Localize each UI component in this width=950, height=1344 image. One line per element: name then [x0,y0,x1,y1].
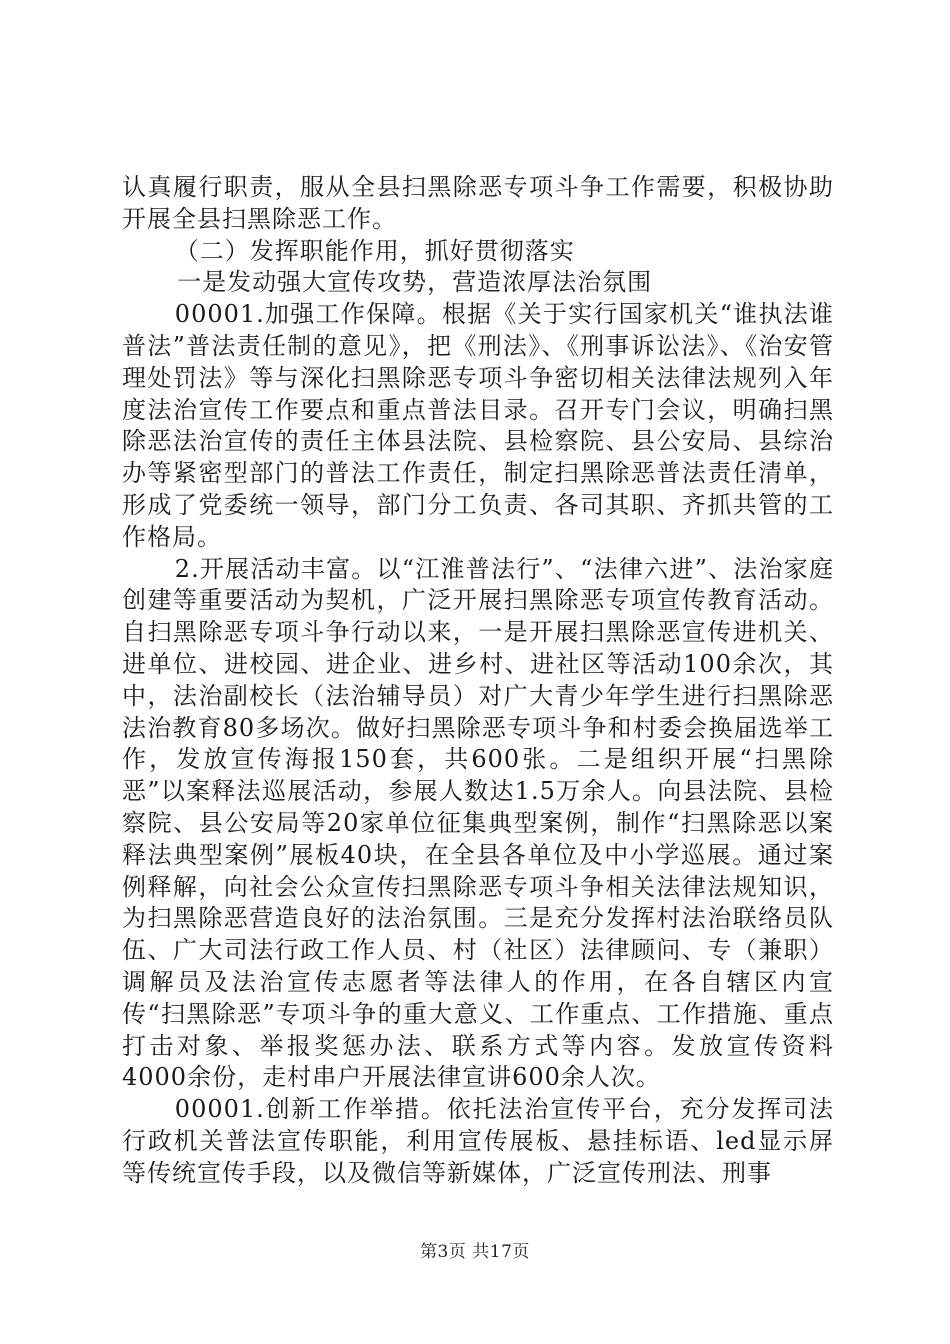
document-body [122,172,834,1190]
paragraph-continuation: 认真履行职责，服从全县扫黑除恶专项斗争工作需要，积极协助开展全县扫黑除恶工作。 [122,173,834,233]
paragraph-work-guarantee: 00001.加强工作保障。根据《关于实行国家机关“谁执法谁普法”普法责任制的意见》，把《刑法》、《刑事诉讼法》、《治安管理处罚法》等与深化扫黑除恶专项斗争密切相关法律法规列入年度法治宣传工作要点和重点普法目录。召开专门会议，明确扫黑除恶法治宣传的责任主体县法院、县检察院、县公安局、县综治办等紧密型部门的普法工作责任，制定扫黑除恶普法责任清单，形成了党委统一领导，部门分工负责、各司其职、齐抓共管的工作格局。 [122,300,834,551]
page-number-footer: 第3页 共17页 [420,1242,530,1262]
subsection-heading: 一是发动强大宣传攻势，营造浓厚法治氛围 [177,268,653,297]
section-heading: （二）发挥职能作用，抓好贯彻落实 [174,236,575,265]
paragraph-activities: 2.开展活动丰富。以“江淮普法行”、“法律六进”、法治家庭创建等重要活动为契机，广泛开展扫黑除恶专项宣传教育活动。自扫黑除恶专项斗争行动以来，一是开展扫黑除恶宣传进机关、进单位、进校园、进企业、进乡村、进社区等活动100余次，其中，法治副校长（法治辅导员）对广大青少年学生进行扫黑除恶法治教育80多场次。做好扫黑除恶专项斗争和村委会换届选举工作，发放宣传海报150套，共600张。二是组织开展“扫黑除恶”以案释法巡展活动，参展人数达1.5万余人。向县法院、县检察院、县公安局等20家单位征集典型案例，制作“扫黑除恶以案释法典型案例”展板40块，在全县各单位及中小学巡展。通过案例释解，向社会公众宣传扫黑除恶专项斗争相关法律法规知识，为扫黑除恶营造良好的法治氛围。三是充分发挥村法治联络员队伍、广大司法行政工作人员、村（社区）法律顾问、专（兼职）调解员及法治宣传志愿者等法律人的作用，在各自辖区内宣传“扫黑除恶”专项斗争的重大意义、工作重点、工作措施、重点打击对象、举报奖惩办法、联系方式等内容。发放宣传资料4000余份，走村串户开展法律宣讲600余人次。 [122,554,834,1092]
paragraph-innovation: 00001.创新工作举措。依托法治宣传平台，充分发挥司法行政机关普法宣传职能，利用宣传展板、悬挂标语、led显示屏等传统宣传手段，以及微信等新媒体，广泛宣传刑法、刑事 [122,1095,834,1187]
